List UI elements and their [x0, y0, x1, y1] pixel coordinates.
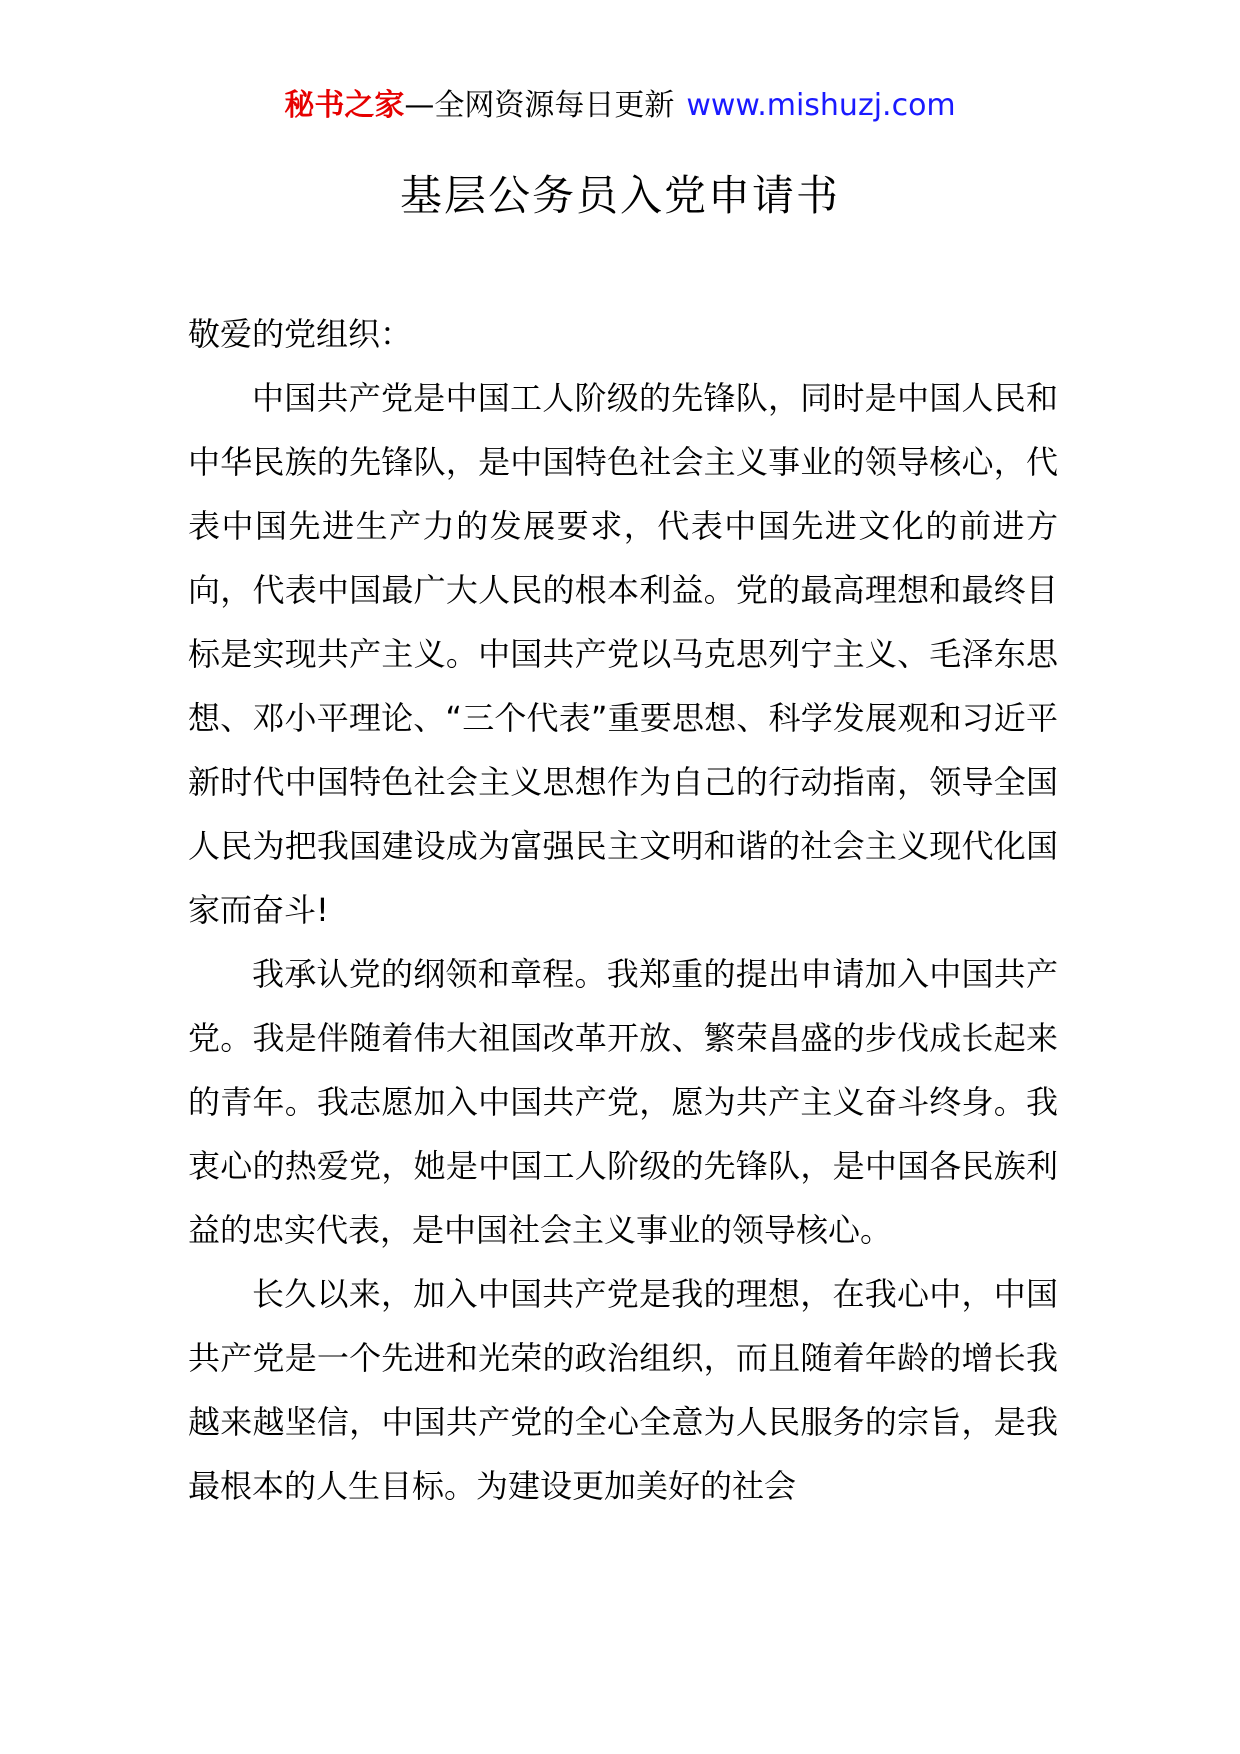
- site-url-link[interactable]: www.mishuzj.com: [686, 88, 956, 123]
- document-body: [188, 302, 1058, 1518]
- body-paragraph: 长久以来，加入中国共产党是我的理想，在我心中，中国共产党是一个先进和光荣的政治组织，而且随着年龄的增长我越来越坚信，中国共产党的全心全意为人民服务的宗旨，是我最根本的人生目标。为建设更加美好的社会: [188, 1275, 1058, 1505]
- body-paragraph: 我承认党的纲领和章程。我郑重的提出申请加入中国共产党。我是伴随着伟大祖国改革开放、繁荣昌盛的步伐成长起来的青年。我志愿加入中国共产党，愿为共产主义奋斗终身。我衷心的热爱党，她是中国工人阶级的先锋队，是中国各民族利益的忠实代表，是中国社会主义事业的领导核心。: [188, 955, 1058, 1249]
- document-title: 基层公务员入党申请书: [399, 171, 840, 220]
- site-tagline: —全网资源每日更新: [404, 88, 675, 123]
- salutation: 敬爱的党组织：: [188, 315, 413, 353]
- brand-name: 秘书之家: [284, 88, 405, 123]
- body-paragraph: 中国共产党是中国工人阶级的先锋队，同时是中国人民和中华民族的先锋队，是中国特色社会主义事业的领导核心，代表中国先进生产力的发展要求，代表中国先进文化的前进方向，代表中国最广大人民的根本利益。党的最高理想和最终目标是实现共产主义。中国共产党以马克思列宁主义、毛泽东思想、邓小平理论、“三个代表”重要思想、科学发展观和习近平新时代中国特色社会主义思想作为自己的行动指南，领导全国人民为把我国建设成为富强民主文明和谐的社会主义现代化国家而奋斗!: [188, 379, 1058, 929]
- site-header: [0, 86, 1240, 126]
